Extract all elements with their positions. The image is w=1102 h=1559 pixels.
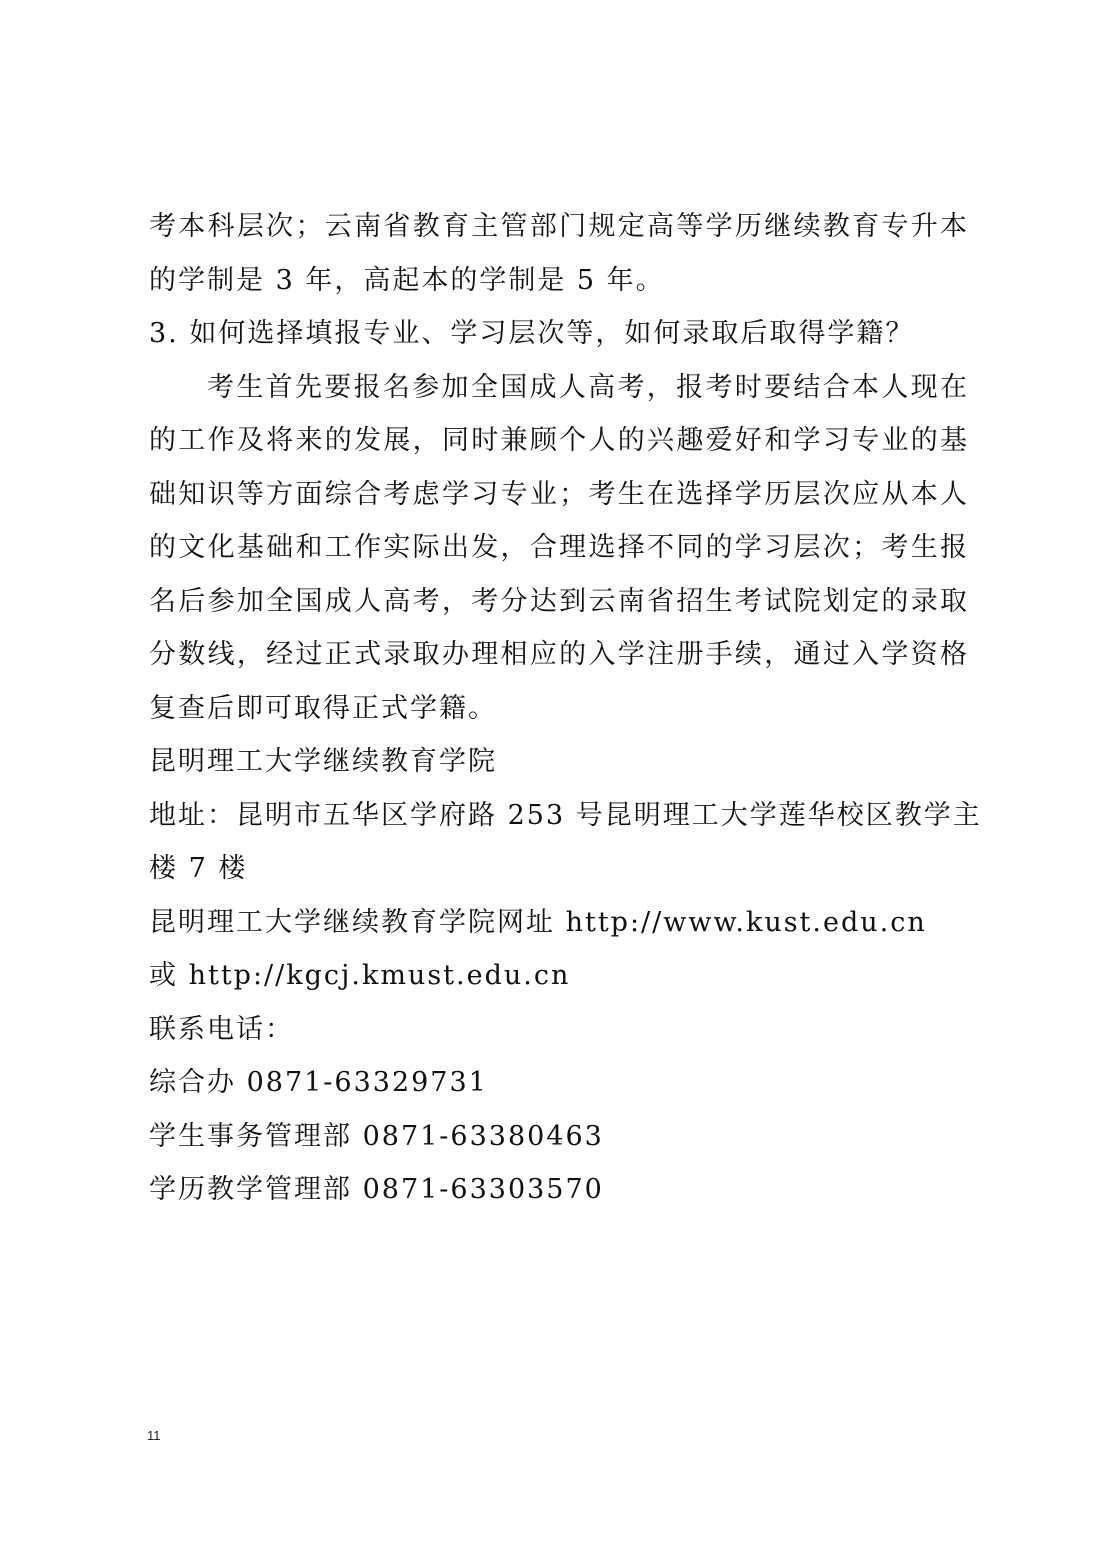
- paragraph-line: 复查后即可取得正式学籍。: [149, 692, 497, 724]
- institution-name: 昆明理工大学继续教育学院: [149, 746, 497, 777]
- paragraph-line: 考本科层次；云南省教育主管部门规定高等学历继续教育专升本: [149, 211, 969, 242]
- section-heading: 3. 如何选择填报专业、学习层次等，如何录取后取得学籍？: [149, 318, 915, 349]
- contact-phone: 综合办 0871-63329731: [149, 1067, 488, 1098]
- address-line: 地址：昆明市五华区学府路 253 号昆明理工大学莲华校区教学主: [149, 799, 982, 831]
- paragraph-line: 的学制是 3 年，高起本的学制是 5 年。: [149, 264, 665, 296]
- contact-phone: 学历教学管理部 0871-63303570: [149, 1174, 604, 1205]
- paragraph-line: 考生首先要报名参加全国成人高考，报考时要结合本人现在: [207, 371, 969, 403]
- website-line: 或 http://kgcj.kmust.edu.cn: [149, 960, 571, 991]
- paragraph-line: 分数线，经过正式录取办理相应的入学注册手续，通过入学资格: [149, 639, 969, 670]
- contact-heading: 联系电话：: [149, 1013, 294, 1045]
- paragraph-line: 础知识等方面综合考虑学习专业；考生在选择学历层次应从本人: [149, 478, 969, 510]
- address-line: 楼 7 楼: [149, 853, 248, 884]
- website-line: 昆明理工大学继续教育学院网址 http://www.kust.edu.cn: [149, 906, 927, 938]
- contact-phone: 学生事务管理部 0871-63380463: [149, 1120, 604, 1152]
- paragraph-line: 名后参加全国成人高考，考分达到云南省招生考试院划定的录取: [149, 585, 969, 617]
- document-body: [149, 200, 982, 1217]
- paragraph-line: 的文化基础和工作实际出发，合理选择不同的学习层次；考生报: [149, 532, 969, 563]
- page-number: 11: [147, 1428, 161, 1443]
- paragraph-line: 的工作及将来的发展，同时兼顾个人的兴趣爱好和学习专业的基: [149, 425, 969, 456]
